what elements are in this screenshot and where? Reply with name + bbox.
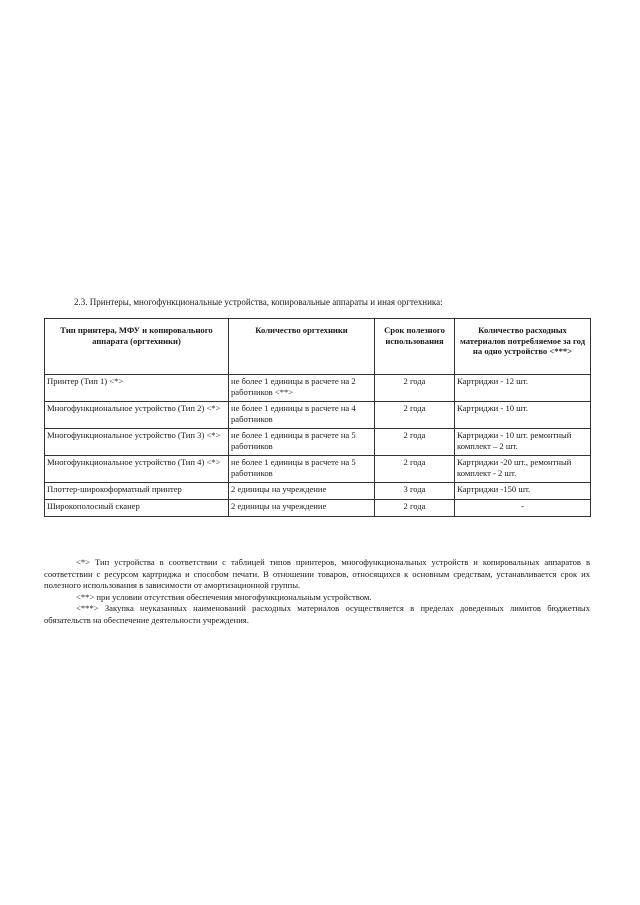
table-row [45,500,591,517]
table-header-row [45,319,591,375]
cell-term: 2 года [375,429,455,456]
cell-materials: Картриджи - 10 шт. ремонтный комплект – 2 шт. [455,429,591,456]
cell-term: 2 года [375,500,455,517]
cell-quantity: не более 1 единицы в расчете на 4 работников [229,402,375,429]
cell-materials: - [455,500,591,517]
cell-type: Плоттер-широкоформатный принтер [45,483,229,500]
equipment-table [44,318,591,517]
header-materials: Количество расходных материалов потребляемое за год на одно устройство <***> [455,319,591,375]
cell-term: 2 года [375,456,455,483]
cell-term: 2 года [375,375,455,402]
table-row [45,456,591,483]
table-row [45,402,591,429]
cell-type: Многофункциональное устройство (Тип 2) <*> [45,402,229,429]
header-term: Срок полезного использования [375,319,455,375]
footnotes [44,557,590,626]
cell-materials: Картриджи - 10 шт. [455,402,591,429]
footnote-purchase: <***> Закупка неуказанных наименований расходных материалов осуществляется в пределах доведенных лимитов бюджетных обязательств на обеспечение деятельности учреждения. [44,603,590,625]
table-row [45,483,591,500]
header-quantity: Количество оргтехники [229,319,375,375]
cell-term: 3 года [375,483,455,500]
cell-materials: Картриджи -20 шт., ремонтный комплект - 2 шт. [455,456,591,483]
cell-type: Принтер (Тип 1) <*> [45,375,229,402]
section-title: 2.3. Принтеры, многофункциональные устройства, копировальные аппараты и иная оргтехника: [74,297,443,307]
cell-materials: Картриджи - 12 шт. [455,375,591,402]
cell-type: Многофункциональное устройство (Тип 3) <*> [45,429,229,456]
header-type: Тип принтера, МФУ и копировального аппарата (оргтехники) [45,319,229,375]
table-row [45,375,591,402]
cell-quantity: не более 1 единицы в расчете на 5 работников [229,429,375,456]
footnote-condition: <**> при условии отсутствия обеспечения многофункциональным устройством. [76,591,372,602]
cell-quantity: 2 единицы на учреждение [229,483,375,500]
cell-quantity: не более 1 единицы в расчете на 2 работников <**> [229,375,375,402]
cell-materials: Картриджи -150 шт. [455,483,591,500]
cell-quantity: не более 1 единицы в расчете на 5 работников [229,456,375,483]
cell-type: Широкополосный сканер [45,500,229,517]
cell-quantity: 2 единицы на учреждение [229,500,375,517]
footnote-type: <*> Тип устройства в соответствии с таблицей типов принтеров, многофункциональных устройств и копировальных аппаратов в соответствии с ресурсом картриджа и способом печати. В отношении товаров, относящихся к основным средствам, устанавливается срок их полезного использования в зависимости от амортизационной группы. [44,557,590,590]
cell-term: 2 года [375,402,455,429]
table-row [45,429,591,456]
cell-type: Многофункциональное устройство (Тип 4) <*> [45,456,229,483]
